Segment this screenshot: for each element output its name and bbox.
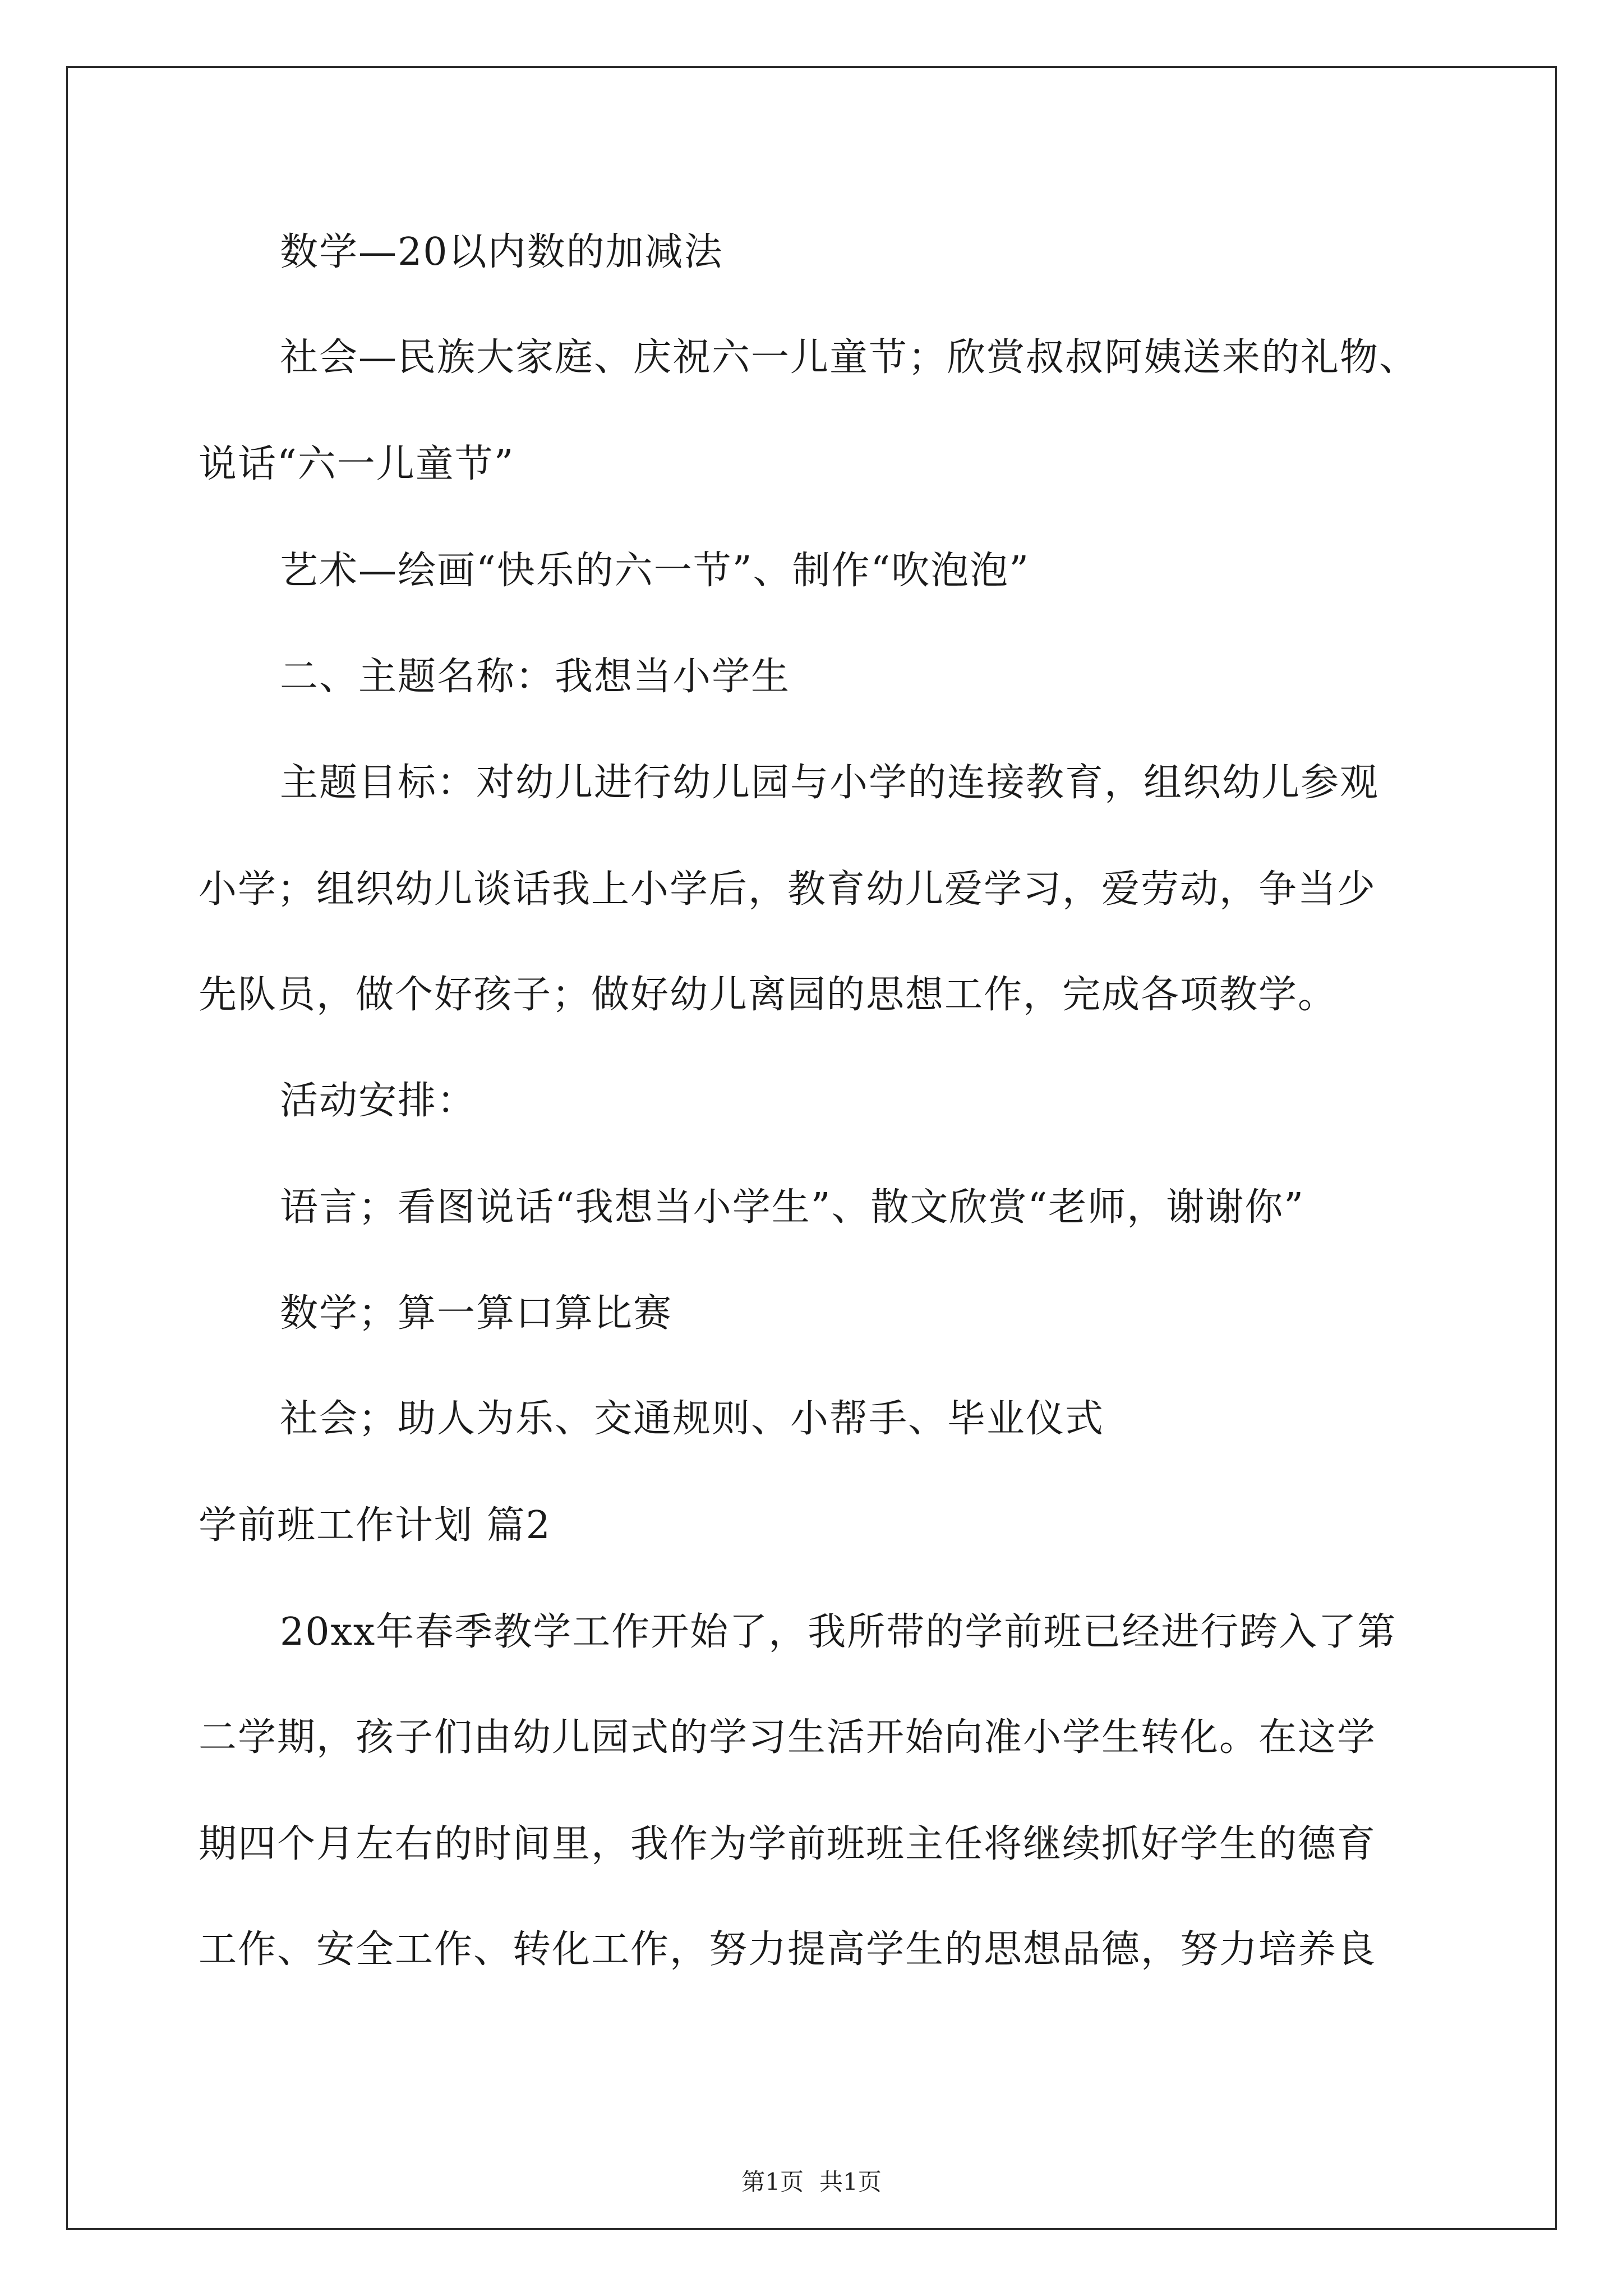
paragraph-line: 工作、安全工作、转化工作，努力提高学生的思想品德，努力培养良 xyxy=(199,1927,1377,1972)
paragraph-line: 社会；助人为乐、交通规则、小帮手、毕业仪式 xyxy=(280,1397,1105,1441)
paragraph-line: 数学—20以内数的加减法 xyxy=(280,230,723,274)
paragraph-line: 社会—民族大家庭、庆祝六一儿童节；欣赏叔叔阿姨送来的礼物、 xyxy=(280,335,1419,380)
section-heading: 二、主题名称：我想当小学生 xyxy=(280,655,791,699)
paragraph-line: 期四个月左右的时间里，我作为学前班班主任将继续抓好学生的德育 xyxy=(199,1822,1377,1866)
page-footer xyxy=(0,2165,1623,2199)
document-body xyxy=(199,0,1449,2188)
paragraph-line: 说话“六一儿童节” xyxy=(199,442,515,486)
paragraph-line: 数学；算一算口算比赛 xyxy=(280,1291,673,1336)
article-heading: 学前班工作计划 篇2 xyxy=(199,1503,551,1548)
page-number: 第1页 xyxy=(741,2168,804,2196)
paragraph-line: 先队员，做个好孩子；做好幼儿离园的思想工作，完成各项教学。 xyxy=(199,973,1338,1017)
paragraph-line: 小学；组织幼儿谈话我上小学后，教育幼儿爱学习，爱劳动，争当少 xyxy=(199,867,1377,912)
paragraph-line: 二学期，孩子们由幼儿园式的学习生活开始向准小学生转化。在这学 xyxy=(199,1715,1377,1760)
paragraph-line: 20xx年春季教学工作开始了，我所带的学前班已经进行跨入了第 xyxy=(280,1610,1397,1654)
paragraph-line: 语言；看图说话“我想当小学生”、散文欣赏“老师，谢谢你” xyxy=(280,1185,1305,1230)
paragraph-line: 艺术—绘画“快乐的六一节”、制作“吹泡泡” xyxy=(280,549,1030,593)
page-total: 共1页 xyxy=(819,2168,882,2196)
paragraph-line: 主题目标：对幼儿进行幼儿园与小学的连接教育，组织幼儿参观 xyxy=(280,761,1380,805)
paragraph-line: 活动安排： xyxy=(280,1079,477,1123)
